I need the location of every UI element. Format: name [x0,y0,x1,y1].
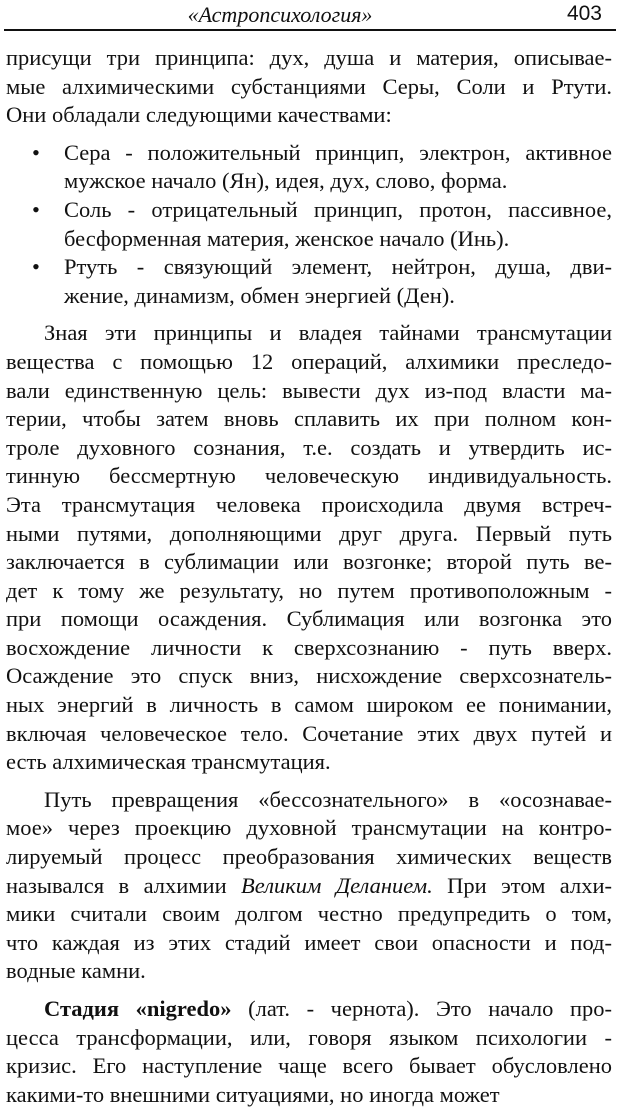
text-line: при помощи осаждения. Сублимация или возгонка это [6,606,612,632]
text-line: кризис. Его наступление чаще всего бывает обусловлено [6,1053,612,1079]
text-line: цесса трансформации, или, говоря языком психологии - [6,1024,612,1050]
text-line: лируемый процесс преобразования химических веществ [6,844,612,870]
text-line: Эта трансмутация человека происходила двумя встреч- [6,491,612,517]
text-line: мое» через проекцию духовной трансмутации на контро- [6,815,612,841]
text-line: присущи три принципа: дух, душа и материя, описывае- [6,45,612,70]
text-line: включая человеческое тело. Сочетание этих двух путей и [6,720,612,746]
list-item [6,139,612,196]
paragraph-gap [6,986,612,995]
text-line: троле духовного сознания, т.е. создать и утвердить ис- [6,434,612,460]
text-line: какими-то внешними ситуациями, но иногда может [6,1081,500,1107]
running-header [0,0,620,34]
text-run: При этом алхи- [432,872,612,898]
text-line: Путь превращения «бессознательного» в «осознавае- [44,786,612,812]
header-rule [4,29,616,31]
text-line: мые алхимическими субстанциями Серы, Соли и Ртути. [6,73,612,99]
text-line: заключается в сублимации или возгонке; второй путь ве- [6,549,612,575]
bullet-marker: • [32,254,40,280]
paragraph-great-work [6,786,612,986]
principles-list [6,139,612,311]
text-line: мужское начало (Ян), идея, дух, слово, форма. [64,168,508,194]
text-run: (лат. - чернота). Это начало про- [231,996,612,1021]
text-line: дет к тому же результату, но путем противоположным - [6,577,612,603]
text-line: Они обладали следующими качествами: [6,102,392,128]
text-line: мики считали своим долгом честно предупредить о том, [6,901,612,927]
text-line: бесформенная материя, женское начало (Инь). [64,225,510,251]
bold-term: Стадия «nigredo» [44,996,232,1021]
text-line: Ртуть - связующий элемент, нейтрон, душа, дви- [64,254,612,280]
italic-term: Великим Деланием. [241,872,433,898]
text-line: терии, чтобы затем вновь сплавить их при полном кон- [6,406,612,432]
page-number: 403 [566,2,602,25]
text-line-mixed [6,872,612,901]
list-item [6,253,612,310]
paragraph-nigredo [6,995,612,1109]
text-line: вещества с помощью 12 операций, алхимики преследо- [6,348,612,374]
intro-paragraph [6,44,612,130]
text-line: жение, динамизм, обмен энергией (Ден). [64,282,455,308]
page-body [6,44,612,1109]
text-line: восхождение личности к сверхсознанию - путь вверх. [6,634,612,660]
text-line: Соль - отрицательный принцип, протон, пассивное, [64,196,612,222]
paragraph-transmutation [6,319,612,777]
text-line-mixed [6,995,612,1024]
text-line: ными путями, дополняющими друг друга. Первый путь [6,520,612,546]
bullet-marker: • [32,196,40,222]
text-line: что каждая из этих стадий имеет свои опасности и под- [6,929,612,955]
bullet-marker: • [32,139,40,165]
list-item [6,196,612,253]
running-header-title: «Астропсихология» [187,2,373,27]
text-line: Осаждение это спуск вниз, нисхождение сверхсознатель- [6,663,612,689]
text-line: водные камни. [6,958,146,984]
text-line: есть алхимическая трансмутация. [6,749,331,775]
text-line: тинную бессмертную человеческую индивидуальность. [6,463,612,489]
text-line: Сера - положительный принцип, электрон, активное [64,139,612,165]
text-line: Зная эти принципы и владея тайнами трансмутации [44,320,612,346]
paragraph-gap [6,777,612,786]
text-line: вали единственную цель: вывести дух из-под власти ма- [6,377,612,403]
text-run: назывался в алхимии [6,872,242,898]
text-line: ных энергий в личность в самом широком ее понимании, [6,692,612,718]
